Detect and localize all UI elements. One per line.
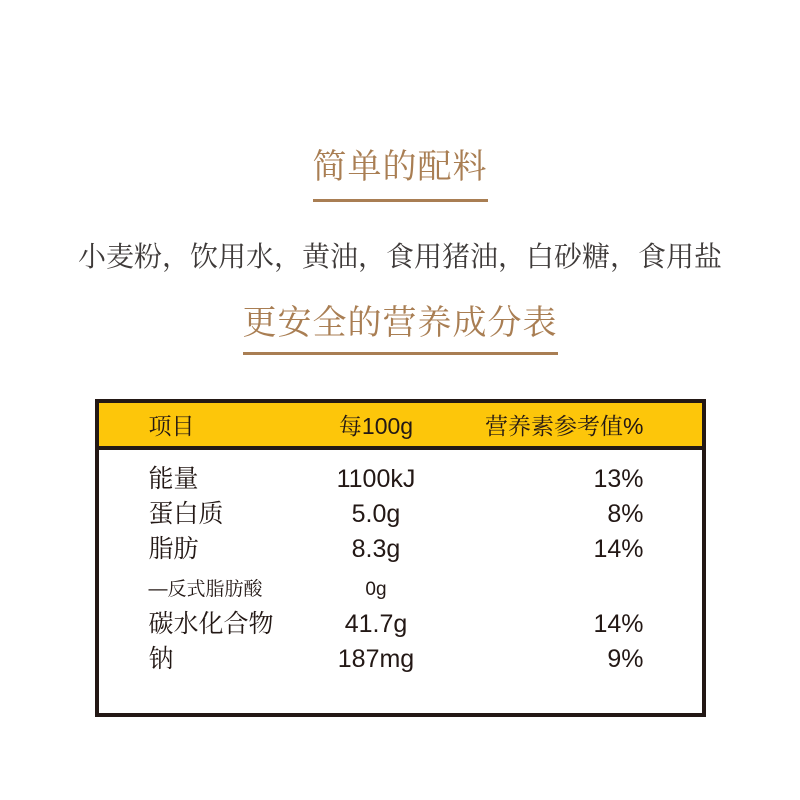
cell-per100g: 1100kJ [336,464,416,493]
cell-nrv: 13% [593,464,644,493]
cell-per100g: 41.7g [344,609,408,638]
cell-nrv: 8% [607,499,644,528]
table-row [99,642,702,677]
table-row [99,532,702,567]
column-header-per100g: 每100g [338,412,414,439]
table-row [99,497,702,532]
cell-nrv: 14% [593,534,644,563]
nutrition-table-header [99,403,702,450]
cell-nrv: 14% [593,609,644,638]
cell-item: 脂肪 [148,534,199,563]
cell-item: 能量 [148,464,199,493]
cell-item: 钠 [148,644,174,673]
cell-item: 蛋白质 [148,499,224,528]
nutrition-section-title: 更安全的营养成分表 [243,306,558,355]
cell-item: 碳水化合物 [148,609,274,638]
table-row [99,607,702,642]
table-row [99,567,702,607]
ingredients-title-wrap [0,0,800,202]
table-row [99,462,702,497]
cell-per100g: 5.0g [351,499,401,528]
cell-per100g: 8.3g [351,534,401,563]
nutrition-table-body [99,450,702,713]
ingredients-section-title: 简单的配料 [313,150,488,202]
cell-per100g: 0g [365,579,387,601]
cell-per100g: 187mg [337,644,415,673]
cell-nrv: 9% [607,644,644,673]
nutrition-table [95,399,706,717]
ingredients-text: 小麦粉，饮用水，黄油，食用猪油，白砂糖，食用盐 [77,241,722,272]
nutrition-title-wrap [0,303,800,355]
cell-item: —反式脂肪酸 [148,579,263,601]
column-header-item: 项目 [148,412,195,439]
column-header-nrv: 营养素参考值% [485,412,644,439]
